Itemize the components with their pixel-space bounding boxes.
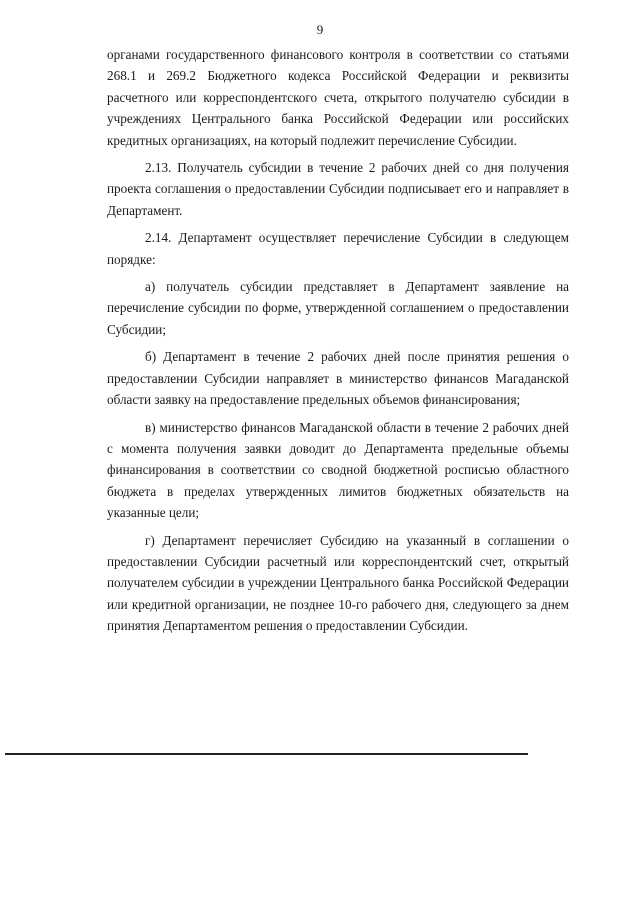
paragraph-continuation: органами государственного финансового контроля в соответствии со статьями 268.1 и 269.2 Бюджетного кодекса Российской Федерации и реквизиты расчетного или корреспондентского счета, открытого получателю субсидии в учреждениях Центрального банка Российской Федерации или российских кредитных организациях, на который подлежит перечисление Субсидии. xyxy=(107,47,569,148)
paragraph-item-v: в) министерство финансов Магаданской области в течение 2 рабочих дней с момента получения заявки доводит до Департамента предельные объемы финансирования в соответствии со сводной бюджетной росписью областного бюджета в пределах утвержденных лимитов бюджетных обязательств на указанные цели; xyxy=(107,419,569,521)
paragraph-item-a: а) получатель субсидии представляет в Департамент заявление на перечисление субсидии по форме, утвержденной соглашением о предоставлении Субсидии; xyxy=(107,279,569,337)
document-body xyxy=(107,44,569,637)
paragraph-item-g: г) Департамент перечисляет Субсидию на указанный в соглашении о предоставлении Субсидии расчетный или корреспондентский счет, открытый получателем субсидии в учреждении Центрального банка Российской Федерации или кредитной организации, не позднее 10-го рабочего дня, следующего за днем принятия Департаментом решения о предоставлении Субсидии. xyxy=(107,532,569,634)
paragraph-2-14: 2.14. Департамент осуществляет перечисление Субсидии в следующем порядке: xyxy=(107,230,569,267)
paragraph-item-b: б) Департамент в течение 2 рабочих дней после принятия решения о предоставлении Субсидии направляет в министерство финансов Магаданской области заявку на предоставление предельных объемов финансирования; xyxy=(107,349,569,408)
paragraph-2-13: 2.13. Получатель субсидии в течение 2 рабочих дней со дня получения проекта соглашения о предоставлении Субсидии подписывает его и направляет в Департамент. xyxy=(107,160,569,218)
page-number: 9 xyxy=(316,22,324,37)
footer-divider xyxy=(5,753,528,755)
